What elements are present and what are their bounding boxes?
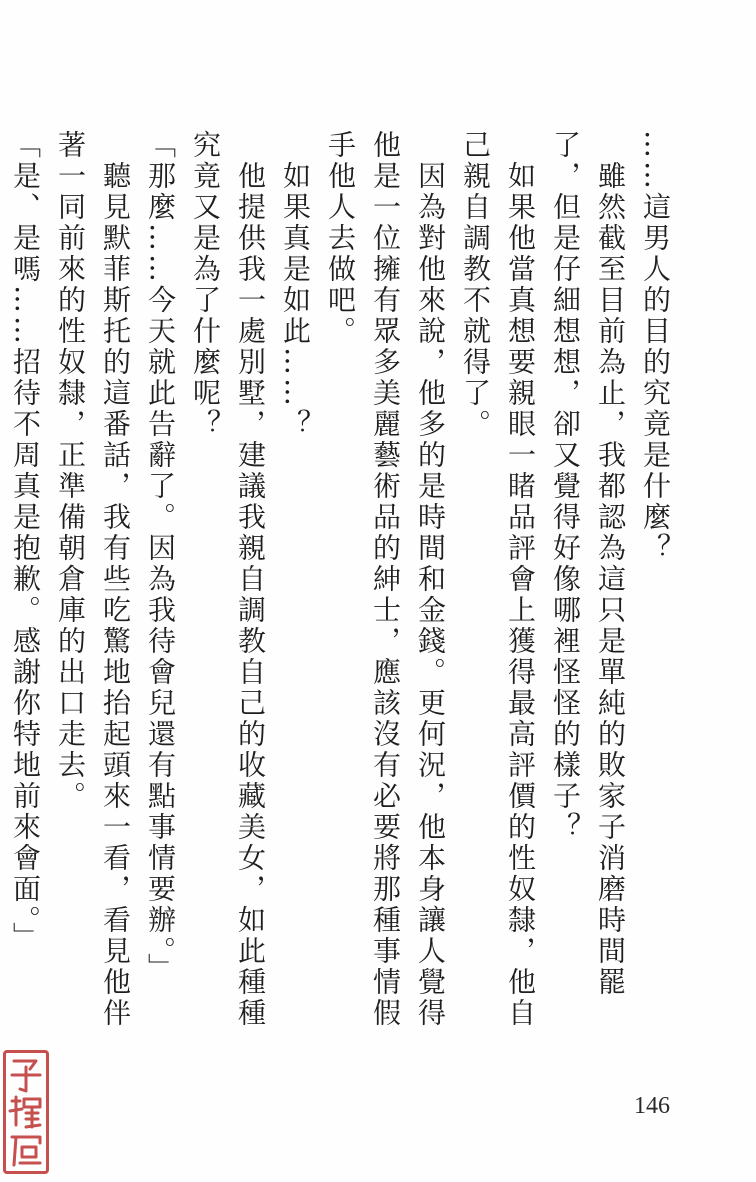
paragraph-8: 聽見默菲斯托的這番話，我有些吃驚地抬起頭來一看，看見他伴著一同前來的性奴隸，正準備朝倉庫的出口走去。 [54,130,132,1029]
paragraph-10 [0,130,3,1050]
page-number: 146 [634,1093,670,1119]
seal-glyph-icon [6,1053,46,1171]
paragraph-7: 「那麼……今天就此告辭了。因為我待會兒還有點事情要辦。」 [144,130,177,984]
paragraph-5: 如果真是如此……？ [279,130,312,440]
paragraph-1: ……這男人的目的究竟是什麼？ [639,130,672,564]
paragraph-9: 「是、是嗎……招待不周真是抱歉。感謝你特地前來會面。」 [9,130,42,953]
paragraph-4: 因為對他來說，他多的是時間和金錢。更何況，他本身讓人覺得他是一位擁有眾多美麗藝術品的紳士，應該沒有必要將那種事情假手他人去做吧。 [324,130,447,1029]
vertical-text-body [0,130,678,1050]
paragraph-2: 雖然截至目前為止，我都認為這只是單純的敗家子消磨時間罷了，但是仔細想想，卻又覺得好像哪裡怪怪的樣子？ [549,130,627,998]
paragraph-3: 如果他當真想要親眼一睹品評會上獲得最高評價的性奴隸，他自己親自調教不就得了。 [459,130,537,1029]
red-seal-stamp-icon [3,1050,49,1174]
paragraph-6: 他提供我一處別墅，建議我親自調教自己的收藏美女，如此種種究竟又是為了什麼呢？ [189,130,267,1029]
